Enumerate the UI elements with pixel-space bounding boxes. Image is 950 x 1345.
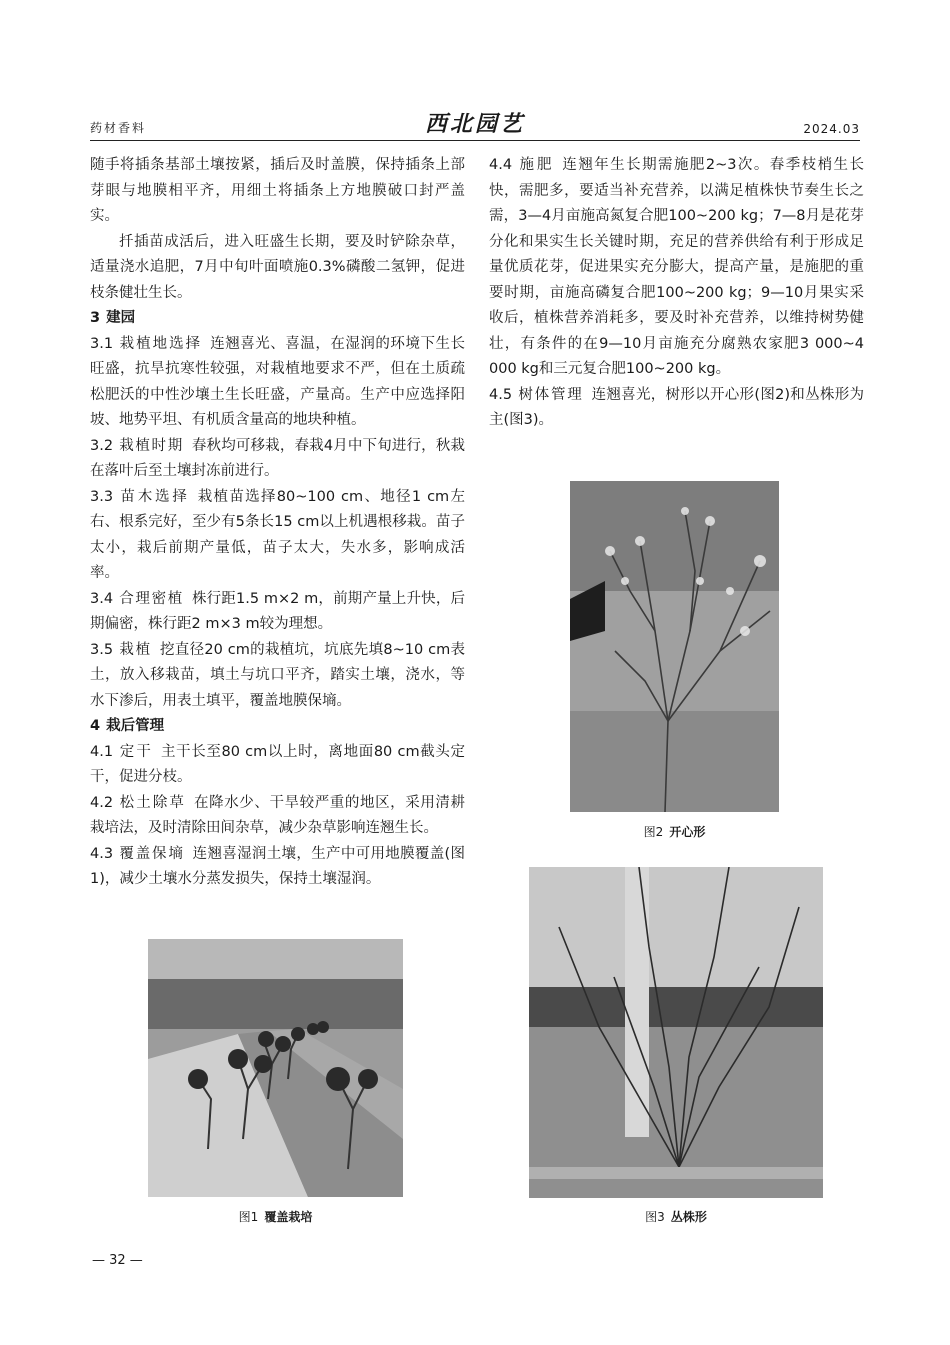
- section-heading-3: 3 建园: [90, 310, 136, 326]
- subsection-4-4: 4.4 施肥 连翘年生长期需施肥2~3次。春季枝梢生长快，需肥多，要适当补充营养，以满足植株快节奏生长之需，3—4月亩施高氮复合肥100~200 kg；7—8月是花芽分化和果实生长关键时期，充足的营养供给有利于形成足量优质花芽，促进果实充分膨大，提高产量，是施肥的重要时期，亩施高磷复合肥100~200 kg；9—10月果实采收后，植株营养消耗多，要及时补充营养，以维持树势健壮，有条件的在9—10月亩施充分腐熟农家肥3 000~4 000 kg和三元复合肥100~200 kg。: [489, 157, 864, 377]
- figure-2-photo: [570, 481, 779, 812]
- subsection-3-2: 3.2 栽植时期 春秋均可移栽，春栽4月中下旬进行，秋栽在落叶后至土壤封冻前进行。: [90, 437, 465, 479]
- figure-3-caption: 图3 丛株形: [645, 1210, 707, 1224]
- figure-1-photo: [148, 939, 403, 1197]
- subsection-4-5: 4.5 树体管理 连翘喜光，树形以开心形(图2)和丛株形为主(图3)。: [489, 386, 864, 428]
- section-heading-4: 4 栽后管理: [90, 718, 165, 734]
- journal-title: 西北园艺: [424, 111, 525, 137]
- issue-label: 2024.03: [803, 122, 860, 136]
- figure-2-caption: 图2 开心形: [643, 825, 706, 839]
- figure-3-photo: [529, 867, 823, 1198]
- figure-1-caption: 图1 覆盖栽培: [238, 1210, 313, 1224]
- subsection-3-3: 3.3 苗木选择 栽植苗选择80~100 cm、地径1 cm左右、根系完好，至少有5条长15 cm以上机遇根移栽。苗子太小，栽后前期产量低，苗子太大，失水多，影响成活率。: [90, 488, 465, 581]
- subsection-3-5: 3.5 栽植 挖直径20 cm的栽植坑，坑底先填8~10 cm表土，放入移栽苗，填土与坑口平齐，踏实土壤，浇水，等水下渗后，用表土填平，覆盖地膜保墒。: [90, 641, 466, 709]
- subsection-4-1: 4.1 定干 主干长至80 cm以上时，离地面80 cm截头定干，促进分枝。: [90, 743, 466, 785]
- paragraph: 扦插苗成活后，进入旺盛生长期，要及时铲除杂草，适量浇水追肥，7月中旬叶面喷施0.3%磷酸二氢钾，促进枝条健壮生长。: [90, 233, 465, 301]
- running-header: [90, 104, 860, 141]
- subsection-4-2: 4.2 松土除草 在降水少、干旱较严重的地区，采用清耕栽培法，及时清除田间杂草，减少杂草影响连翘生长。: [90, 794, 466, 836]
- page-number: — 32 —: [92, 1253, 143, 1268]
- subsection-4-3: 4.3 覆盖保墒 连翘喜湿润土壤，生产中可用地膜覆盖(图1)，减少土壤水分蒸发损失，保持土壤湿润。: [90, 845, 466, 887]
- paragraph: 随手将插条基部土壤按紧，插后及时盖膜，保持插条上部芽眼与地膜相平齐，用细土将插条上方地膜破口封严盖实。: [90, 157, 465, 224]
- subsection-3-4: 3.4 合理密植 株行距1.5 m×2 m，前期产量上升快，后期偏密，株行距2 m×3 m较为理想。: [90, 590, 466, 632]
- right-column: [489, 153, 864, 434]
- left-column: [90, 153, 465, 893]
- subsection-3-1: 3.1 栽植地选择 连翘喜光、喜温，在湿润的环境下生长旺盛，抗旱抗寒性较强，对栽植地要求不严，但在土质疏松肥沃的中性沙壤土生长旺盛，产量高。生产中应选择阳坡、地势平坦、有机质含量高的地块种植。: [90, 335, 466, 428]
- section-label: 药材香料: [90, 121, 147, 135]
